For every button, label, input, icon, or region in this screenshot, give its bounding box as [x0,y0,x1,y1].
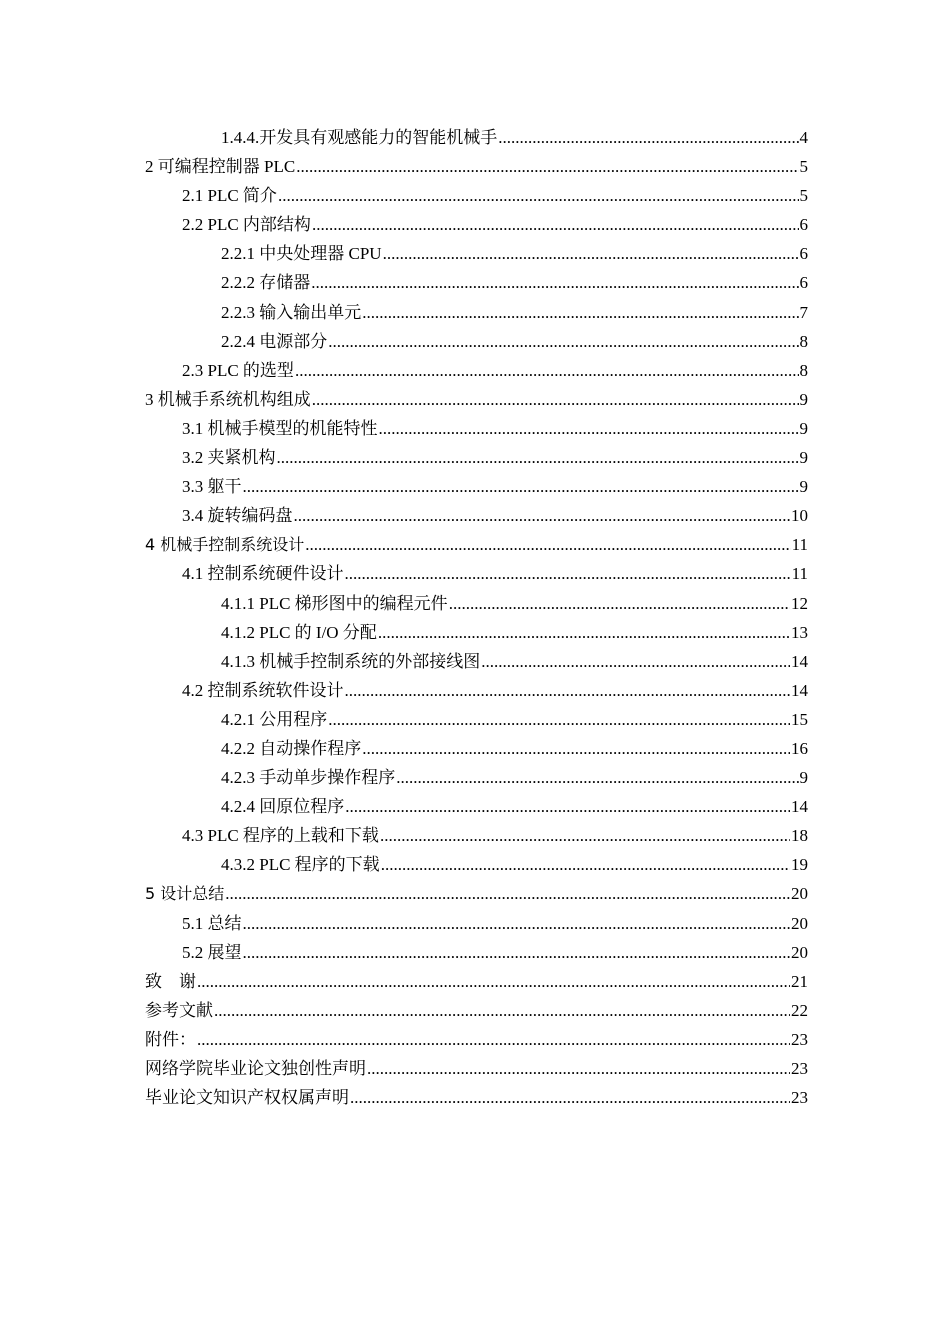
toc-entry-page-number: 22 [791,1000,808,1020]
toc-entry[interactable] [145,123,808,152]
toc-entry-page-number: 13 [791,622,808,642]
toc-entry-page-number: 10 [791,506,808,526]
toc-entry-title: 3.4 旋转编码盘 [182,506,293,526]
table-of-contents [145,123,808,1112]
toc-entry-title: 网络学院毕业论文独创性声明 [145,1059,366,1078]
toc-entry[interactable] [145,996,808,1025]
toc-entry-title: 3.2 夹紧机构 [182,448,276,468]
toc-dot-leader [449,592,790,609]
toc-entry-page-number: 5 [799,186,808,206]
toc-entry[interactable] [145,1025,808,1054]
toc-entry[interactable] [145,909,808,938]
toc-entry-page-number: 11 [791,564,808,584]
toc-dot-leader [381,853,790,870]
toc-dot-leader [378,621,790,638]
toc-dot-leader [305,533,790,550]
toc-entry[interactable] [145,792,808,821]
toc-entry-title: 2.3 PLC 的选型 [182,360,294,380]
toc-dot-leader [362,301,798,318]
toc-entry-page-number: 8 [799,331,808,351]
toc-entry-title: 2.2.3 输入输出单元 [221,302,362,322]
toc-entry[interactable] [145,879,808,908]
toc-entry-title: 2 可编程控制器 PLC [145,157,296,177]
toc-entry-page-number: 6 [799,244,808,264]
toc-entry-title: 4.2.2 自动操作程序 [221,738,362,758]
toc-entry-page-number: 19 [791,855,808,875]
toc-entry-title: 2.1 PLC 简介 [182,186,277,206]
toc-entry-page-number: 5 [799,157,808,177]
toc-dot-leader [243,912,791,929]
toc-entry[interactable] [145,705,808,734]
toc-entry-page-number: 14 [791,797,808,817]
toc-dot-leader [278,184,799,201]
toc-entry-title: 参考文献 [145,1000,213,1020]
toc-entry[interactable] [145,356,808,385]
toc-entry-title: 5 设计总结 [145,884,225,904]
toc-entry-page-number: 14 [791,680,808,700]
toc-dot-leader [294,504,791,521]
toc-entry-page-number: 20 [791,884,808,904]
toc-entry[interactable] [145,618,808,647]
toc-entry[interactable] [145,559,808,588]
toc-entry-page-number: 12 [791,593,808,613]
toc-dot-leader [197,970,790,987]
toc-dot-leader [362,737,790,754]
toc-entry-page-number: 9 [799,768,808,788]
toc-entry[interactable] [145,589,808,618]
toc-entry[interactable] [145,967,808,996]
toc-entry[interactable] [145,647,808,676]
toc-entry-page-number: 15 [791,709,808,729]
toc-dot-leader [225,882,790,899]
toc-entry-page-number: 9 [799,477,808,497]
toc-dot-leader [345,795,790,812]
toc-entry[interactable] [145,414,808,443]
toc-dot-leader [243,941,791,958]
toc-dot-leader [345,679,791,696]
toc-entry-title: 3.3 躯干 [182,477,242,497]
toc-dot-leader [481,650,790,667]
toc-entry[interactable] [145,298,808,327]
toc-entry-title: 附件： [145,1029,196,1049]
toc-entry[interactable] [145,472,808,501]
toc-entry-title: 4.2 控制系统软件设计 [182,680,344,700]
toc-entry-title: 2.2.2 存储器 [221,273,311,293]
toc-entry[interactable] [145,821,808,850]
toc-entry-title: 4.1.2 PLC 的 I/O 分配 [221,622,377,642]
toc-entry[interactable] [145,239,808,268]
toc-entry-page-number: 23 [791,1088,808,1108]
toc-entry-page-number: 6 [799,273,808,293]
toc-entry-title: 4 机械手控制系统设计 [145,535,305,555]
toc-entry[interactable] [145,676,808,705]
toc-entry-page-number: 16 [791,738,808,758]
toc-entry-title: 3.1 机械手模型的机能特性 [182,418,378,438]
toc-entry[interactable] [145,443,808,472]
toc-dot-leader [328,708,790,725]
toc-entry-title: 4.1.1 PLC 梯形图中的编程元件 [221,593,448,613]
toc-dot-leader [380,824,790,841]
toc-entry-page-number: 18 [791,826,808,846]
toc-entry[interactable] [145,734,808,763]
toc-entry-page-number: 23 [791,1059,808,1078]
toc-entry-title: 致 谢 [145,971,196,991]
toc-entry-title: 1.4.4.开发具有观感能力的智能机械手 [221,128,498,147]
toc-entry-title: 4.3 PLC 程序的上载和下载 [182,826,379,846]
toc-entry[interactable] [145,181,808,210]
toc-dot-leader [295,359,799,376]
toc-entry-title: 4.2.3 手动单步操作程序 [221,768,396,788]
toc-dot-leader [396,766,798,783]
toc-entry-page-number: 20 [791,913,808,933]
toc-dot-leader [328,330,798,347]
toc-entry[interactable] [145,850,808,879]
toc-entry-page-number: 14 [791,651,808,671]
toc-entry[interactable] [145,210,808,239]
toc-entry-title: 5.2 展望 [182,942,242,962]
toc-entry-title: 4.1 控制系统硬件设计 [182,564,344,584]
toc-entry-title: 5.1 总结 [182,913,242,933]
toc-dot-leader [277,446,799,463]
toc-dot-leader [498,126,798,143]
toc-dot-leader [312,388,799,405]
toc-entry[interactable] [145,385,808,414]
toc-entry[interactable] [145,530,808,559]
toc-entry-page-number: 9 [799,418,808,438]
toc-entry-page-number: 7 [799,302,808,322]
toc-entry-page-number: 9 [799,448,808,468]
toc-dot-leader [296,155,798,172]
toc-entry-title: 毕业论文知识产权权属声明 [145,1088,349,1108]
toc-entry-page-number: 9 [799,389,808,409]
toc-entry[interactable] [145,268,808,297]
toc-entry[interactable] [145,1054,808,1083]
toc-entry[interactable] [145,938,808,967]
toc-entry-title: 4.2.1 公用程序 [221,709,328,729]
toc-entry-page-number: 11 [791,535,808,555]
toc-dot-leader [243,475,799,492]
toc-entry-title: 2.2 PLC 内部结构 [182,215,311,235]
toc-entry-page-number: 8 [799,360,808,380]
toc-dot-leader [197,1028,790,1045]
toc-entry[interactable] [145,501,808,530]
toc-entry-page-number: 21 [791,971,808,991]
toc-entry-page-number: 20 [791,942,808,962]
toc-dot-leader [345,562,791,579]
toc-dot-leader [350,1086,790,1103]
toc-entry[interactable] [145,152,808,181]
toc-entry-title: 2.2.4 电源部分 [221,331,328,351]
toc-entry-title: 4.1.3 机械手控制系统的外部接线图 [221,651,481,671]
toc-entry-title: 3 机械手系统机构组成 [145,389,311,409]
toc-entry-page-number: 6 [799,215,808,235]
toc-dot-leader [383,242,799,259]
toc-entry[interactable] [145,1083,808,1112]
toc-entry-title: 4.3.2 PLC 程序的下载 [221,855,380,875]
toc-dot-leader [379,417,799,434]
toc-dot-leader [367,1057,790,1074]
toc-entry-title: 2.2.1 中央处理器 CPU [221,244,382,264]
toc-entry-page-number: 4 [799,128,808,147]
toc-dot-leader [214,999,790,1016]
toc-dot-leader [311,271,798,288]
toc-dot-leader [312,213,799,230]
toc-entry-page-number: 23 [791,1029,808,1049]
toc-entry[interactable] [145,327,808,356]
toc-entry[interactable] [145,763,808,792]
toc-entry-title: 4.2.4 回原位程序 [221,797,345,817]
